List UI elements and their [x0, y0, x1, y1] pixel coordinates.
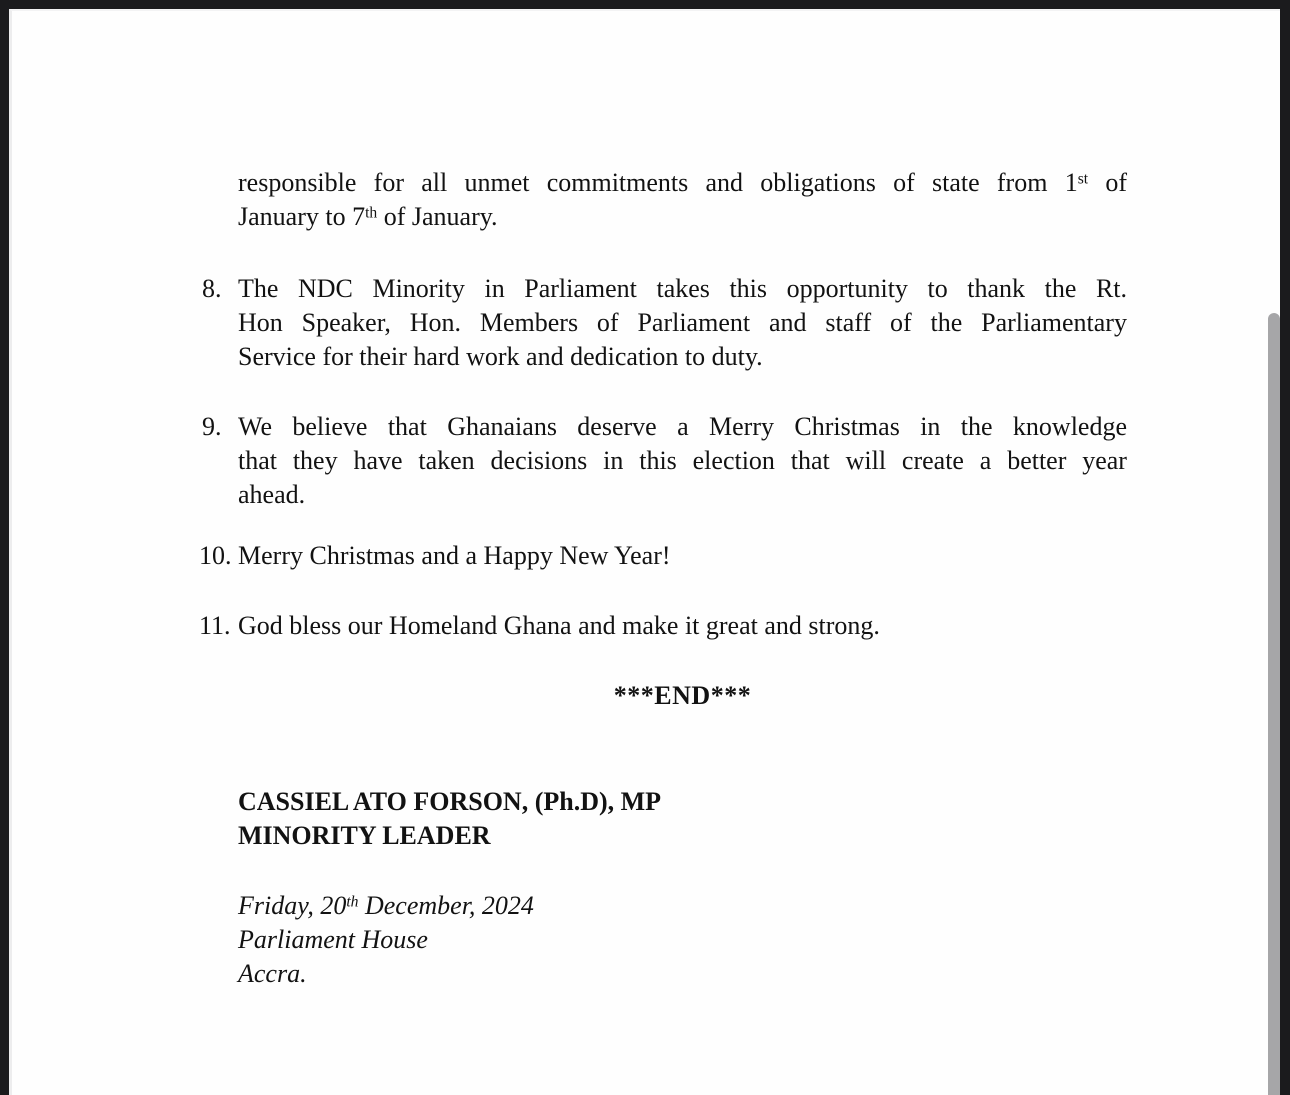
paragraph-item7-continuation	[238, 166, 1127, 234]
viewer-frame-top	[0, 0, 1290, 9]
text-line: The NDC Minority in Parliament takes this opportunity to thank the Rt.	[238, 274, 1128, 303]
text-line: ahead.	[238, 480, 306, 509]
document-text	[199, 166, 1128, 991]
end-marker-paragraph	[238, 679, 1127, 713]
signature-block	[238, 785, 1127, 853]
text-line: that they have taken decisions in this election that will create a better year	[238, 446, 1127, 475]
address-line-accra: Accra.	[238, 959, 307, 988]
text-line: Service for their hard work and dedication to duty.	[238, 342, 763, 371]
list-item-11	[199, 609, 1127, 643]
list-number: 11.	[199, 611, 231, 640]
text-line: Merry Christmas and a Happy New Year!	[238, 541, 671, 570]
signature-name: CASSIEL ATO FORSON, (Ph.D), MP	[238, 787, 662, 816]
vertical-scrollbar-thumb[interactable]	[1268, 313, 1280, 1095]
dateline-block	[238, 889, 1127, 991]
text-line: responsible for all unmet commitments and obligations of state from 1st of	[238, 168, 1128, 197]
list-number: 8.	[202, 274, 222, 303]
text-line: We believe that Ghanaians deserve a Merry Christmas in the knowledge	[238, 412, 1128, 441]
list-item-9	[202, 410, 1128, 512]
date-line: Friday, 20th December, 2024	[238, 891, 534, 920]
text-line: Hon Speaker, Hon. Members of Parliament and staff of the Parliamentary	[238, 308, 1127, 337]
list-number: 9.	[202, 412, 222, 441]
signature-title: MINORITY LEADER	[238, 821, 491, 850]
viewer-frame-left	[0, 0, 9, 1095]
text-line: God bless our Homeland Ghana and make it great and strong.	[238, 611, 880, 640]
list-item-8	[202, 272, 1128, 374]
list-item-10	[199, 539, 1127, 573]
address-line-parliament-house: Parliament House	[238, 925, 428, 954]
text-line: January to 7th of January.	[238, 202, 498, 231]
list-number: 10.	[199, 541, 232, 570]
end-marker: ***END***	[613, 681, 752, 710]
viewer-frame-right	[1280, 0, 1290, 1095]
